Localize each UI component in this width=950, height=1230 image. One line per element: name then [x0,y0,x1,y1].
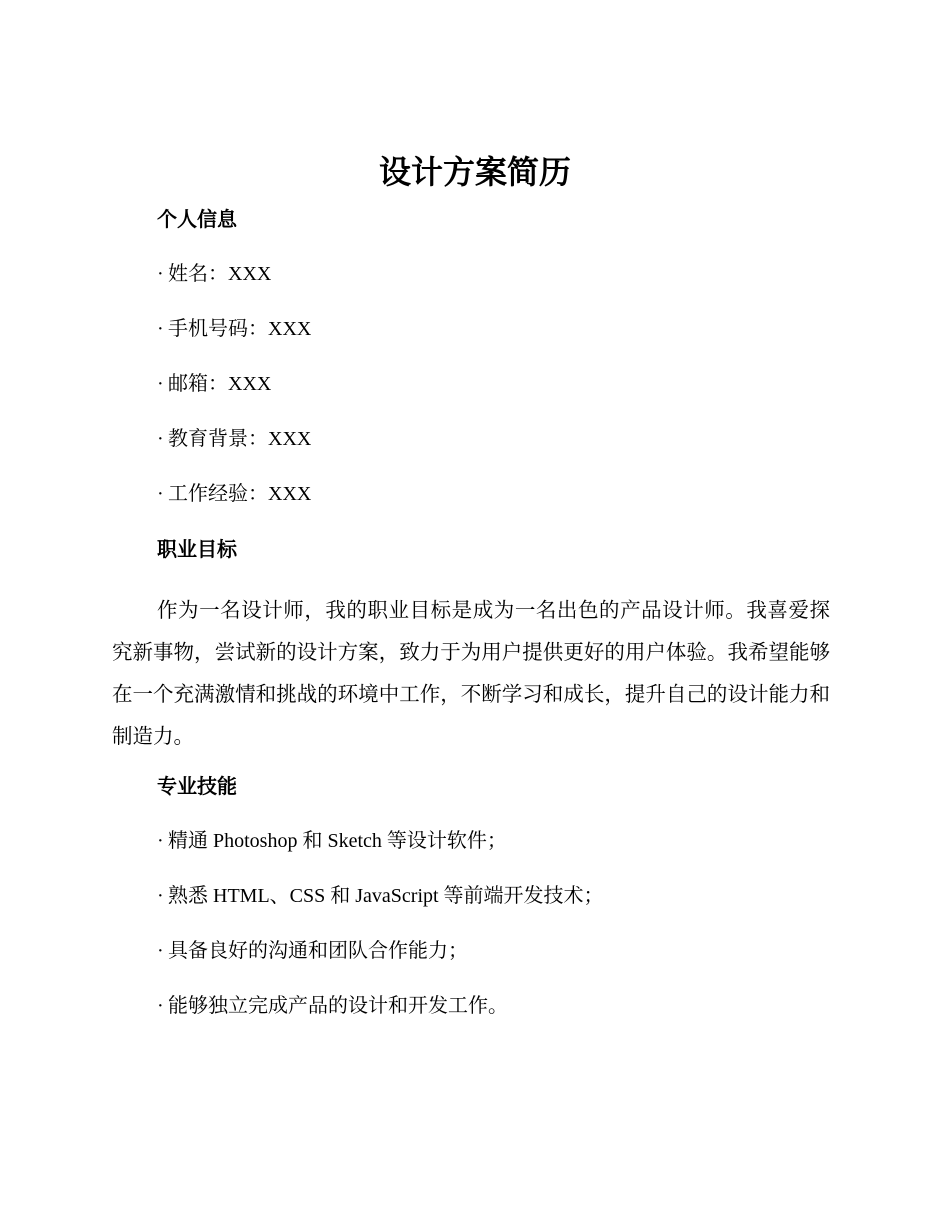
section-heading-personal-info: 个人信息 [157,207,237,231]
bullet-marker: · [157,830,164,852]
list-item-text: 工作经验：XXX [168,483,312,505]
list-item-text: 精通 Photoshop 和 Sketch 等设计软件； [168,830,507,852]
bullet-marker: · [157,483,164,505]
list-item-text: 手机号码：XXX [168,318,312,340]
list-item-text: 邮箱：XXX [168,373,272,395]
list-item [157,827,507,855]
list-item [157,937,468,965]
document-title: 设计方案简历 [378,153,571,191]
list-item [157,260,271,288]
list-item-text: 教育背景：XXX [168,428,312,450]
bullet-marker: · [157,940,164,962]
list-item [157,480,311,508]
section-heading-skills: 专业技能 [157,774,237,798]
bullet-marker: · [157,428,164,450]
list-item [157,315,311,343]
list-item-text: 熟悉 HTML、CSS 和 JavaScript 等前端开发技术； [168,885,604,907]
list-item-text: 姓名：XXX [168,263,272,285]
list-item [157,992,508,1020]
list-item [157,425,311,453]
list-item-text: 能够独立完成产品的设计和开发工作。 [168,995,508,1017]
career-goal-paragraph: 作为一名设计师，我的职业目标是成为一名出色的产品设计师。我喜爱探究新事物，尝试新的设计方案，致力于为用户提供更好的用户体验。我希望能够在一个充满激情和挑战的环境中工作，不断学习和成长，提升自己的设计能力和制造力。 [112,600,830,748]
bullet-marker: · [157,995,164,1017]
bullet-marker: · [157,263,164,285]
list-item [157,370,271,398]
bullet-marker: · [157,373,164,395]
section-heading-career-goal: 职业目标 [157,537,237,561]
bullet-marker: · [157,885,164,907]
list-item-text: 具备良好的沟通和团队合作能力； [168,940,468,962]
bullet-marker: · [157,318,164,340]
list-item [157,882,604,910]
